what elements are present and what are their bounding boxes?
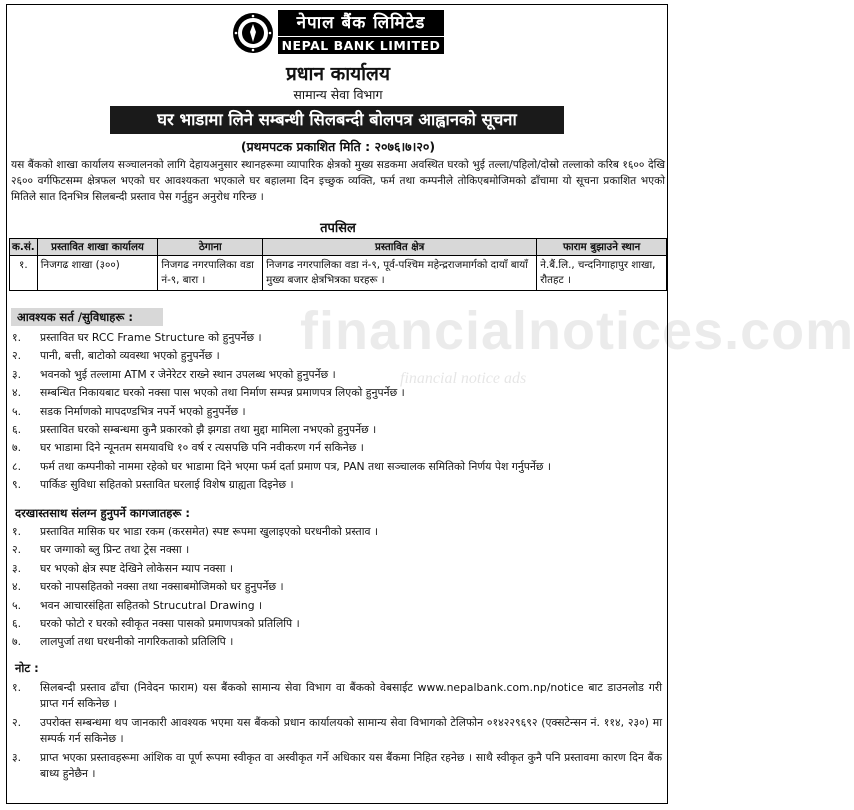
table-header-row [10,239,667,256]
item-number: ४. [12,580,22,594]
list-item [12,459,662,475]
item-number: ५. [12,598,22,612]
list-item [12,440,662,456]
item-number: ९. [12,478,22,492]
notice-title-banner: घर भाडामा लिने सम्बन्धी सिलबन्दी बोलपत्र आह्वानको सूचना [110,106,564,134]
office-title: प्रधान कार्यालय [286,63,390,85]
list-item [12,750,662,782]
item-text: पार्किङ सुविधा सहितको प्रस्तावित घरलाई विशेष ग्राह्यता दिइनेछ । [40,478,294,492]
item-text: घर जग्गाको ब्लु प्रिन्ट तथा ट्रेस नक्सा । [40,543,190,557]
col-area: प्रस्तावित क्षेत्र [263,239,537,256]
col-submission-place: फाराम बुझाउने स्थान [537,239,667,256]
item-number: २. [12,349,22,363]
list-item [12,477,662,493]
item-text: प्रस्तावित घर RCC Frame Structure को हुनुपर्नेछ । [40,331,262,344]
item-text: सिलबन्दी प्रस्ताव ढाँचा (निवेदन फाराम) यस बैंकको सामान्य सेवा विभाग वा बैंकको वेबसाईट www.nepalbank.com.np/notice बाट डाउनलोड गरी प्राप्त गर्न सकिनेछ । [40,681,662,710]
item-text: घरको फोटो र घरको स्वीकृत नक्सा पासको प्रमाणपत्रको प्रतिलिपि । [40,616,300,630]
logo-english-text: NEPAL BANK LIMITED [278,37,444,54]
item-number: २. [12,716,22,729]
list-item [12,598,662,614]
item-text: प्रस्तावित मासिक घर भाडा रकम (करसमेत) स्पष्ट रूपमा खुलाइएको घरधनीको प्रस्ताव । [40,525,379,538]
branch-table [9,238,667,291]
item-text: लालपुर्जा तथा घरधनीको नागरिकताको प्रतिलिपि । [40,635,234,649]
publication-date: (प्रथमपटक प्रकाशित मिति : २०७६।७।२०) [240,139,436,154]
item-text: उपरोक्त सम्बन्धमा थप जानकारी आवश्यक भएमा यस बैंकको प्रधान कार्यालयको सामान्य सेवा विभागको टेलिफोन ०१४२२९६९२ (एक्सटेन्सन नं. ११४, २३०) मा सम्पर्क गर्न सकिनेछ । [40,716,662,745]
item-number: २. [12,543,22,557]
cell-submission-place: ने.बैं.लि., चन्दनिगाहापुर शाखा, रौतहट । [537,256,667,291]
item-number: १. [12,525,22,538]
item-number: ८. [12,459,22,473]
item-number: ७. [12,635,22,649]
item-text: भवन आचारसंहिता सहितको Strucutral Drawing । [40,598,263,612]
item-number: ६. [12,616,22,630]
item-number: १. [12,681,22,694]
details-heading: तपसिल [320,221,356,236]
item-text: प्रस्तावित घरको सम्बन्धमा कुनै प्रकारको झै झगडा तथा मुद्दा मामिला नभएको हुनुपर्नेछ । [40,422,377,436]
item-text: प्राप्त भएका प्रस्तावहरूमा आंशिक वा पूर्ण रूपमा स्वीकृत वा अस्वीकृत गर्ने अधिकार यस बैंकमा निहित रहनेछ । साथै स्वीकृत कुनै पनि प्रस्तावमा कारण दिन बैंक बाध्य हुनेछैन । [40,751,662,780]
notes-heading: नोट : [15,661,39,675]
list-item [12,524,662,540]
item-number: ३. [12,367,22,381]
item-number: ४. [12,386,22,400]
col-serial: क.सं. [10,239,38,256]
item-number: १. [12,331,22,344]
table-row [10,256,667,291]
item-text: भवनको भुई तल्लामा ATM र जेनेरेटर राख्ने स्थान उपलब्ध भएको हुनुपर्नेछ । [40,367,336,381]
item-text: घरको नापसहितको नक्सा तथा नक्साबमोजिमको घर हुनुपर्नेछ । [40,580,284,594]
list-item [12,680,662,712]
item-text: पानी, बत्ती, बाटोको व्यवस्था भएको हुनुपर्नेछ । [40,349,220,363]
item-text: फर्म तथा कम्पनीको नाममा रहेको घर भाडामा दिने भएमा फर्म दर्ता प्रमाण पत्र, PAN तथा सञ्चालक समितिको निर्णय पेश गर्नुपर्नेछ । [40,459,552,473]
item-number: ६. [12,422,22,436]
logo-nepali-text: नेपाल बैंक लिमिटेड [278,10,444,36]
item-number: ७. [12,441,22,455]
cell-address: निजगढ नगरपालिका वडा नं-९, बारा । [158,256,263,291]
cell-area: निजगढ नगरपालिका वडा नं-९, पूर्व-पश्चिम महेन्द्रराजमार्गको दायाँ बायाँ मुख्य बजार क्षेत्रभित्रका घरहरू । [263,256,537,291]
item-text: घर भाडामा दिने न्यूनतम समयावधि १० वर्ष र त्यसपछि पनि नवीकरण गर्न सकिनेछ । [40,441,364,455]
item-number: ५. [12,404,22,418]
list-item [12,404,662,420]
list-item [12,422,662,438]
list-item [12,561,662,577]
department-name: सामान्य सेवा विभाग [293,87,383,102]
item-number: ३. [12,561,22,575]
col-branch: प्रस्तावित शाखा कार्यालय [37,239,158,256]
cell-serial: १. [10,256,38,291]
cell-branch: निजगढ शाखा (३००) [37,256,158,291]
list-item [12,579,662,595]
list-item [12,542,662,558]
col-address: ठेगाना [158,239,263,256]
documents-heading: दरखास्तसाथ संलग्न हुनुपर्ने कागजातहरू : [15,506,190,520]
documents-list [12,524,662,653]
list-item [12,715,662,747]
watermark-large: financialnotices.com [300,301,854,361]
bank-logo [232,10,444,56]
watermark-small: financial notice ads [400,370,527,387]
bank-emblem-icon [232,12,274,54]
item-text: सडक निर्माणको मापदण्डभित्र नपर्ने भएको हुनुपर्नेछ । [40,404,246,418]
item-text: सम्बन्धित निकायबाट घरको नक्सा पास भएको तथा निर्माण सम्पन्न प्रमाणपत्र लिएको हुनुपर्नेछ । [40,386,405,400]
item-number: ३. [12,751,22,764]
requirements-heading: आवश्यक सर्त /सुविधाहरू : [11,308,163,326]
list-item [12,634,662,650]
item-text: घर भएको क्षेत्र स्पष्ट देखिने लोकेसन म्याप नक्सा । [40,561,233,575]
list-item [12,616,662,632]
notes-list [12,680,662,785]
intro-paragraph: यस बैंकको शाखा कार्यालय सञ्चालनको लागि देहायअनुसार स्थानहरूमा व्यापारिक क्षेत्रको मुख्य सडकमा अवस्थित घरको भुई तल्ला/पहिलो/दोस्रो तल्लाको करिब १६०० देखि २६०० वर्गफिटसम्म क्षेत्रफल भएको घर आवश्यकता भएकाले घर बहालमा दिन इच्छुक व्यक्ति, फर्म तथा कम्पनीले तोकिएबमोजिमको ढाँचामा यो सूचना प्रकाशित भएको मितिले सात दिनभित्र सिलबन्दी प्रस्ताव पेस गर्नुहुन अनुरोध गरिन्छ । [11,159,665,203]
